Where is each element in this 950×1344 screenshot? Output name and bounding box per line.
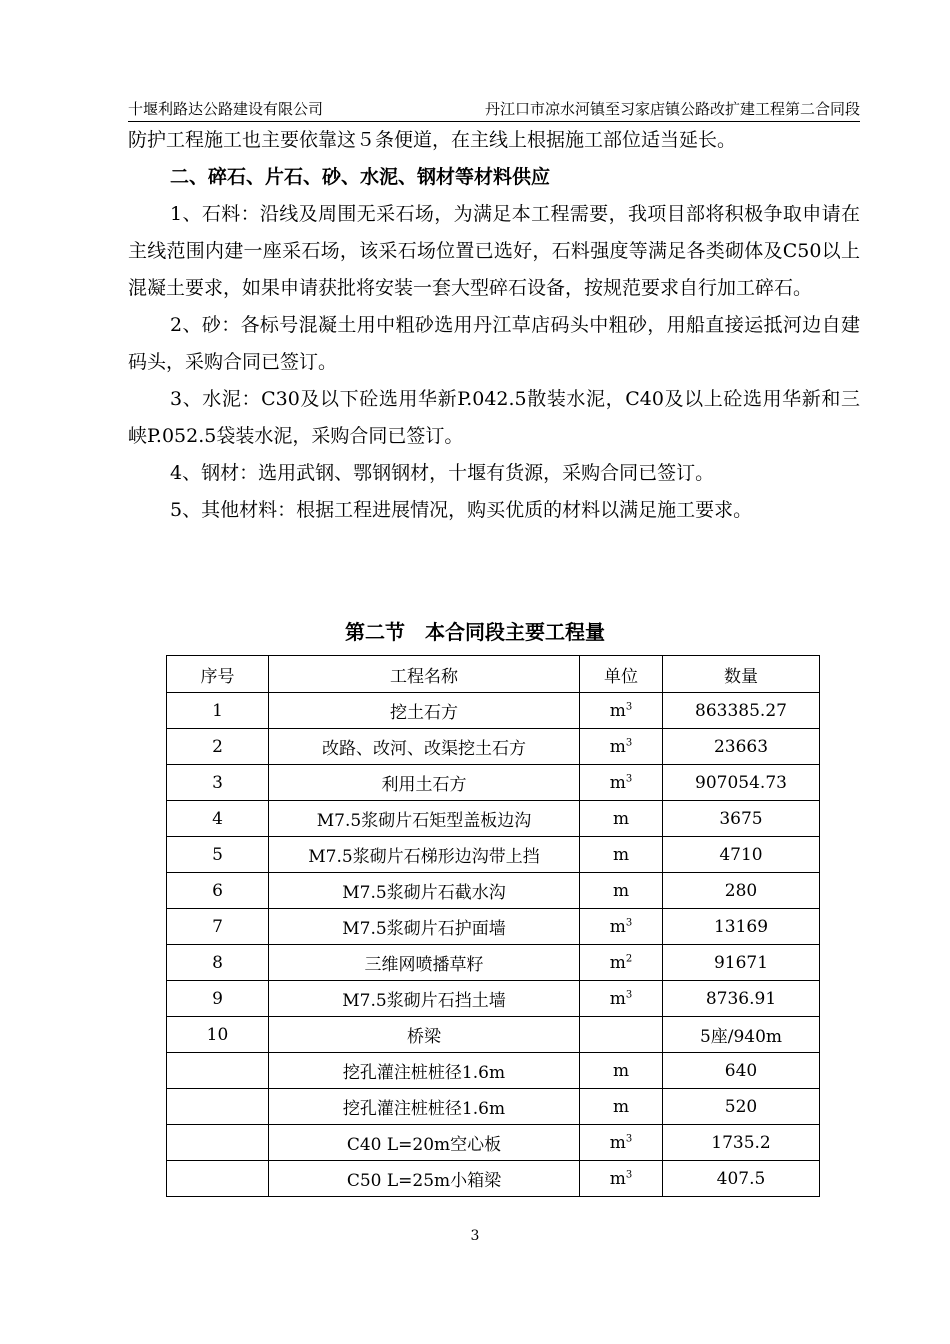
unit-exponent: 3 — [625, 736, 633, 748]
cell-no-text: 2 — [212, 736, 223, 757]
table-row — [167, 693, 820, 729]
cell-name-text: 挖孔灌注桩桩径1.6m — [342, 1063, 506, 1083]
cell-unit — [580, 729, 663, 765]
header-unit: 单位 — [580, 656, 663, 693]
cell-unit-text: m — [609, 1132, 626, 1153]
unit-exponent: 3 — [625, 988, 633, 1000]
cell-qty — [663, 729, 820, 765]
cell-qty-text: 863385.27 — [695, 700, 787, 721]
cell-name-text: M7.5浆砌片石挡土墙 — [342, 991, 506, 1011]
cell-no-text: 5 — [212, 844, 223, 865]
table-row — [167, 1125, 820, 1161]
cell-unit-text: m — [612, 880, 630, 901]
page-header — [128, 99, 860, 122]
cell-qty — [663, 981, 820, 1017]
cell-no — [167, 981, 269, 1017]
cell-unit — [580, 801, 663, 837]
cell-name — [269, 1161, 580, 1197]
cell-unit — [580, 1161, 663, 1197]
table-row — [167, 837, 820, 873]
unit-exponent: 3 — [625, 772, 633, 784]
table-row — [167, 765, 820, 801]
cell-qty — [663, 693, 820, 729]
cell-no — [167, 873, 269, 909]
cell-qty — [663, 945, 820, 981]
cell-qty-text: 1735.2 — [711, 1132, 771, 1153]
cell-name-text: M7.5浆砌片石梯形边沟带上挡 — [308, 847, 540, 867]
header-project: 丹江口市凉水河镇至习家店镇公路改扩建工程第二合同段 — [484, 100, 860, 118]
cell-qty — [663, 909, 820, 945]
cell-no — [167, 837, 269, 873]
cell-unit-text: m — [609, 952, 626, 973]
cell-name-text: 挖孔灌注桩桩径1.6m — [342, 1099, 506, 1119]
paragraph-stone: 1、石料：沿线及周围无采石场，为满足本工程需要，我项目部将积极争取申请在主线范围内建一座采石场，该采石场位置已选好，石料强度等满足各类砌体及C50以上混凝土要求，如果申请获批将安装一套大型碎石设备，按规范要求自行加工碎石。 — [128, 203, 860, 299]
cell-name — [269, 981, 580, 1017]
cell-unit-text: m — [609, 736, 626, 757]
cell-qty — [663, 765, 820, 801]
cell-qty — [663, 873, 820, 909]
table-row — [167, 1089, 820, 1125]
cell-name — [269, 729, 580, 765]
cell-name — [269, 1053, 580, 1089]
cell-qty — [663, 1125, 820, 1161]
cell-unit — [580, 909, 663, 945]
cell-qty-text: 907054.73 — [695, 772, 787, 793]
cell-qty-text: 520 — [724, 1096, 758, 1117]
cell-no — [167, 909, 269, 945]
cell-qty — [663, 1089, 820, 1125]
paragraph-steel: 4、钢材：选用武钢、鄂钢钢材，十堰有货源，采购合同已签订。 — [170, 462, 715, 484]
cell-name-text: M7.5浆砌片石护面墙 — [342, 919, 506, 939]
unit-exponent: 2 — [625, 952, 633, 964]
paragraph-other: 5、其他材料：根据工程进展情况，购买优质的材料以满足施工要求。 — [170, 499, 753, 521]
section-heading-materials: 二、碎石、片石、砂、水泥、钢材等材料供应 — [170, 166, 551, 188]
cell-name — [269, 837, 580, 873]
cell-name-text: 三维网喷播草籽 — [364, 955, 484, 975]
cell-name — [269, 765, 580, 801]
header-no: 序号 — [167, 656, 269, 693]
cell-unit — [580, 873, 663, 909]
unit-exponent: 3 — [625, 1132, 633, 1144]
cell-qty-text: 8736.91 — [705, 988, 777, 1009]
cell-unit — [580, 1089, 663, 1125]
cell-name-text: 挖土石方 — [390, 703, 458, 723]
cell-name-text: C50 L=25m小箱梁 — [346, 1171, 502, 1191]
cell-qty-text: 5座/940m — [699, 1027, 783, 1047]
cell-no — [167, 1053, 269, 1089]
cell-unit — [580, 837, 663, 873]
cell-no — [167, 765, 269, 801]
cell-name-text: C40 L=20m空心板 — [346, 1135, 502, 1155]
cell-unit-text: m — [609, 916, 626, 937]
cell-name — [269, 693, 580, 729]
cell-unit — [580, 765, 663, 801]
table-row — [167, 873, 820, 909]
unit-exponent: 3 — [625, 700, 633, 712]
cell-qty — [663, 801, 820, 837]
cell-name — [269, 1089, 580, 1125]
page-number: 3 — [470, 1228, 480, 1244]
cell-unit-text: m — [609, 988, 626, 1009]
cell-qty — [663, 1161, 820, 1197]
cell-name-text: 桥梁 — [407, 1027, 441, 1047]
document-body — [128, 122, 860, 529]
cell-no — [167, 1017, 269, 1053]
cell-qty — [663, 1017, 820, 1053]
cell-name-text: M7.5浆砌片石矩型盖板边沟 — [316, 811, 532, 831]
cell-no-text: 9 — [212, 988, 223, 1009]
table-row — [167, 729, 820, 765]
cell-name-text: 改路、改河、改渠挖土石方 — [322, 739, 526, 759]
cell-no — [167, 693, 269, 729]
table-row — [167, 1053, 820, 1089]
cell-no — [167, 1125, 269, 1161]
cell-name-text: M7.5浆砌片石截水沟 — [342, 883, 506, 903]
cell-qty-text: 23663 — [713, 736, 769, 757]
paragraph-cement: 3、水泥：C30及以下砼选用华新P.042.5散装水泥，C40及以上砼选用华新和三峡P.052.5袋装水泥，采购合同已签订。 — [128, 388, 860, 447]
cell-unit — [580, 693, 663, 729]
cell-unit — [580, 945, 663, 981]
paragraph-sand: 2、砂：各标号混凝土用中粗砂选用丹江草店码头中粗砂，用船直接运抵河边自建码头，采购合同已签订。 — [128, 314, 860, 373]
cell-qty — [663, 1053, 820, 1089]
cell-no — [167, 1161, 269, 1197]
cell-no-text: 1 — [212, 700, 223, 721]
cell-unit — [580, 981, 663, 1017]
table-row — [167, 1161, 820, 1197]
cell-unit-text: m — [609, 772, 626, 793]
table-header-row — [167, 656, 820, 693]
cell-no-text: 6 — [212, 880, 223, 901]
table-row — [167, 1017, 820, 1053]
cell-unit — [580, 1053, 663, 1089]
cell-name — [269, 1017, 580, 1053]
cell-qty-text: 91671 — [713, 952, 769, 973]
cell-no-text: 4 — [212, 808, 223, 829]
table-row — [167, 909, 820, 945]
cell-no-text: 3 — [212, 772, 223, 793]
cell-name — [269, 801, 580, 837]
cell-name-text: 利用土石方 — [381, 775, 467, 795]
section-title: 第二节 本合同段主要工程量 — [345, 620, 605, 644]
table-row — [167, 801, 820, 837]
cell-unit-text: m — [612, 844, 630, 865]
cell-qty-text: 3675 — [719, 808, 763, 829]
cell-no — [167, 1089, 269, 1125]
table-body — [167, 693, 820, 1197]
cell-no — [167, 729, 269, 765]
paragraph-continuation: 防护工程施工也主要依靠这５条便道，在主线上根据施工部位适当延长。 — [128, 129, 737, 151]
unit-exponent: 3 — [625, 1168, 633, 1180]
cell-unit — [580, 1125, 663, 1161]
cell-no — [167, 801, 269, 837]
unit-exponent: 3 — [625, 916, 633, 928]
quantities-table — [166, 655, 820, 1197]
cell-qty-text: 640 — [724, 1060, 758, 1081]
header-qty: 数量 — [663, 656, 820, 693]
cell-no-text: 10 — [206, 1024, 229, 1045]
cell-name — [269, 1125, 580, 1161]
cell-unit-text: m — [612, 1096, 630, 1117]
cell-qty-text: 13169 — [713, 916, 769, 937]
header-company: 十堰利路达公路建设有限公司 — [128, 100, 324, 118]
cell-qty-text: 407.5 — [716, 1168, 766, 1189]
cell-unit-text: m — [609, 1168, 626, 1189]
cell-qty-text: 4710 — [719, 844, 763, 865]
table-row — [167, 945, 820, 981]
header-name: 工程名称 — [269, 656, 580, 693]
cell-qty-text: 280 — [724, 880, 758, 901]
table-row — [167, 981, 820, 1017]
cell-name — [269, 945, 580, 981]
cell-unit-text: m — [612, 808, 630, 829]
cell-unit — [580, 1017, 663, 1053]
cell-name — [269, 909, 580, 945]
cell-no — [167, 945, 269, 981]
cell-no-text: 8 — [212, 952, 223, 973]
cell-unit-text: m — [612, 1060, 630, 1081]
cell-qty — [663, 837, 820, 873]
cell-no-text: 7 — [212, 916, 223, 937]
cell-name — [269, 873, 580, 909]
cell-unit-text: m — [609, 700, 626, 721]
